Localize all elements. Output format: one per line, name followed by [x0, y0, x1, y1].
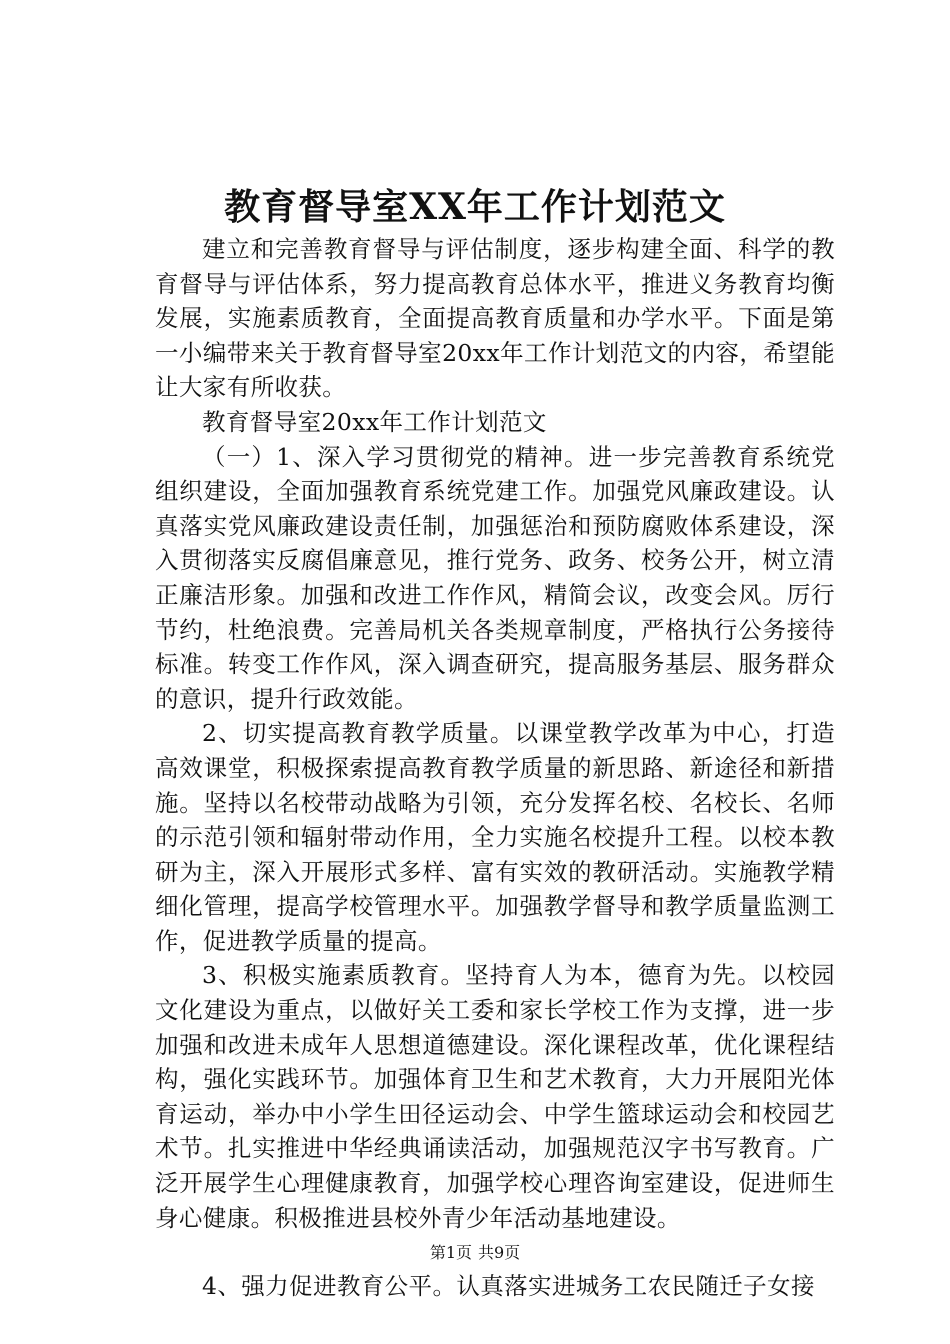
- page-total: 共9页: [478, 1243, 521, 1262]
- paragraph-item-3: 3、积极实施素质教育。坚持育人为本，德育为先。以校园文化建设为重点，以做好关工委和家长学校工作为支撑，进一步加强和改进未成年人思想道德建设。深化课程改革，优化课程结构，强化实践环节。加强体育卫生和艺术教育，大力开展阳光体育运动，举办中小学生田径运动会、中学生篮球运动会和校园艺术节。扎实推进中华经典诵读活动，加强规范汉字书写教育。广泛开展学生心理健康教育，加强学校心理咨询室建设，促进师生身心健康。积极推进县校外青少年活动基地建设。: [155, 961, 835, 1232]
- paragraph-item-1: （一）1、深入学习贯彻党的精神。进一步完善教育系统党组织建设，全面加强教育系统党建工作。加强党风廉政建设。认真落实党风廉政建设责任制，加强惩治和预防腐败体系建设，深入贯彻落实反腐倡廉意见，推行党务、政务、校务公开，树立清正廉洁形象。加强和改进工作作风，精简会议，改变会风。厉行节约，杜绝浪费。完善局机关各类规章制度，严格执行公务接待标准。转变工作作风，深入调查研究，提高服务基层、服务群众的意识，提升行政效能。: [155, 442, 835, 713]
- paragraph-item-2: 2、切实提高教育教学质量。以课堂教学改革为中心，打造高效课堂，积极探索提高教育教学质量的新思路、新途径和新措施。坚持以名校带动战略为引领，充分发挥名校、名校长、名师的示范引领和辐射带动作用，全力实施名校提升工程。以校本教研为主，深入开展形式多样、富有实效的教研活动。实施教学精细化管理，提高学校管理水平。加强教学督导和教学质量监测工作，促进教学质量的提高。: [155, 719, 835, 955]
- document-body: [155, 232, 835, 1304]
- intro-paragraph: 建立和完善教育督导与评估制度，逐步构建全面、科学的教育督导与评估体系，努力提高教育总体水平，推进义务教育均衡发展，实施素质教育，全面提高教育质量和办学水平。下面是第一小编带来关于教育督导室20xx年工作计划范文的内容，希望能让大家有所收获。: [155, 235, 835, 402]
- document-title: 教育督导室XX年工作计划范文: [224, 186, 726, 228]
- paragraph-item-4: 4、强力促进教育公平。认真落实进城务工农民随迁子女接: [202, 1272, 815, 1301]
- section-heading: 教育督导室20xx年工作计划范文: [202, 407, 547, 436]
- page-number: 第1页: [429, 1243, 472, 1262]
- page-footer: [0, 1242, 950, 1264]
